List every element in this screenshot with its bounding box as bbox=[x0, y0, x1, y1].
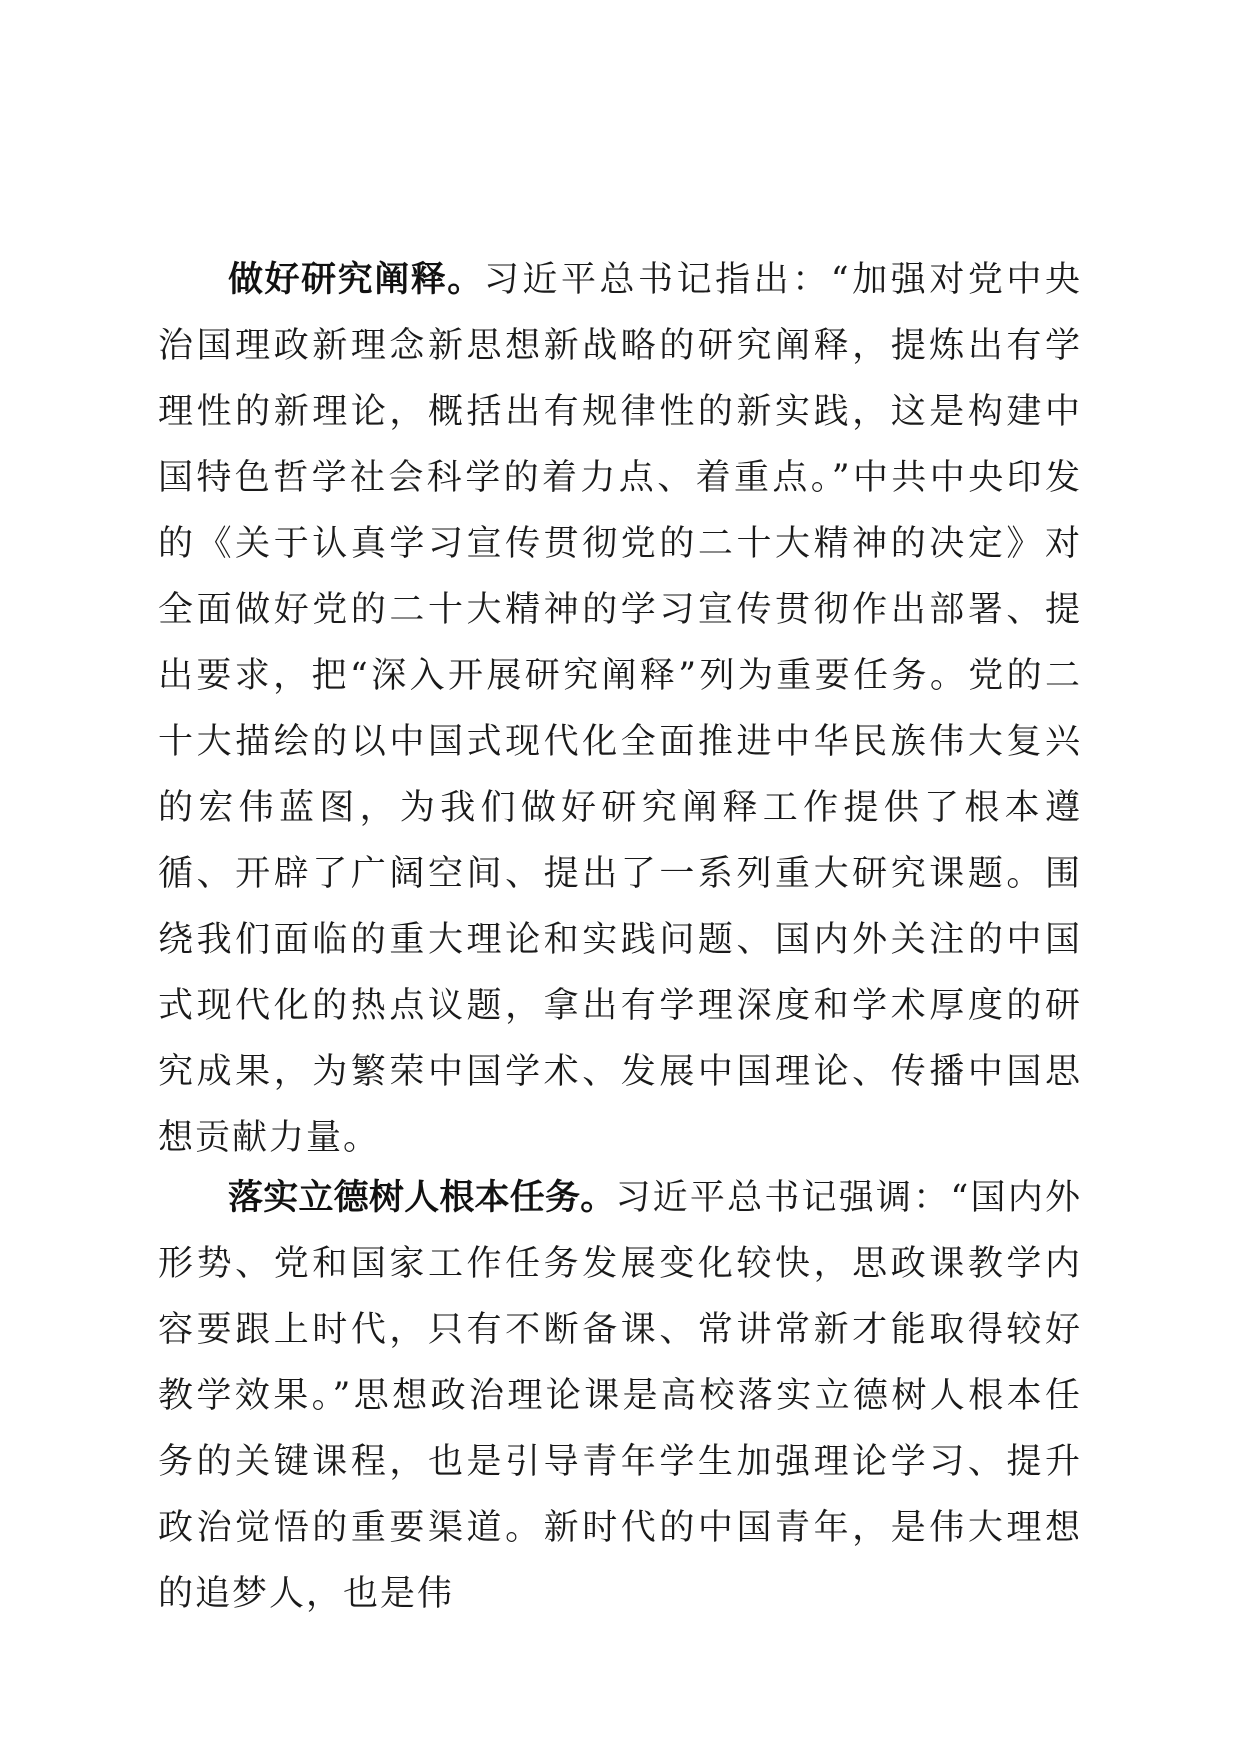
paragraph-lead-heading: 做好研究阐释。 bbox=[228, 260, 484, 300]
paragraph-body-text: 习近平总书记指出：“加强对党中央治国理政新理念新思想新战略的研究阐释，提炼出有学理性的新理论，概括出有规律性的新实践，这是构建中国特色哲学社会科学的着力点、着重点。”中共中央印发的《关于认真学习宣传贯彻党的二十大精神的决定》对全面做好党的二十大精神的学习宣传贯彻作出部署、提出要求，把“深入开展研究阐释”列为重要任务。党的二十大描绘的以中国式现代化全面推进中华民族伟大复兴的宏伟蓝图，为我们做好研究阐释工作提供了根本遵循、开辟了广阔空间、提出了一系列重大研究课题。围绕我们面临的重大理论和实践问题、国内外关注的中国式现代化的热点议题，拿出有学理深度和学术厚度的研究成果，为繁荣中国学术、发展中国理论、传播中国思想贡献力量。 bbox=[158, 260, 1082, 1158]
paragraph-research-interpretation bbox=[158, 247, 1082, 1171]
paragraph-moral-education bbox=[158, 1165, 1082, 1627]
paragraph-lead-heading: 落实立德树人根本任务。 bbox=[228, 1178, 616, 1218]
paragraph-body-text: 习近平总书记强调：“国内外形势、党和国家工作任务发展变化较快，思政课教学内容要跟上时代，只有不断备课、常讲常新才能取得较好教学效果。”思想政治理论课是高校落实立德树人根本任务的关键课程，也是引导青年学生加强理论学习、提升政治觉悟的重要渠道。新时代的中国青年，是伟大理想的追梦人，也是伟 bbox=[158, 1178, 1082, 1614]
